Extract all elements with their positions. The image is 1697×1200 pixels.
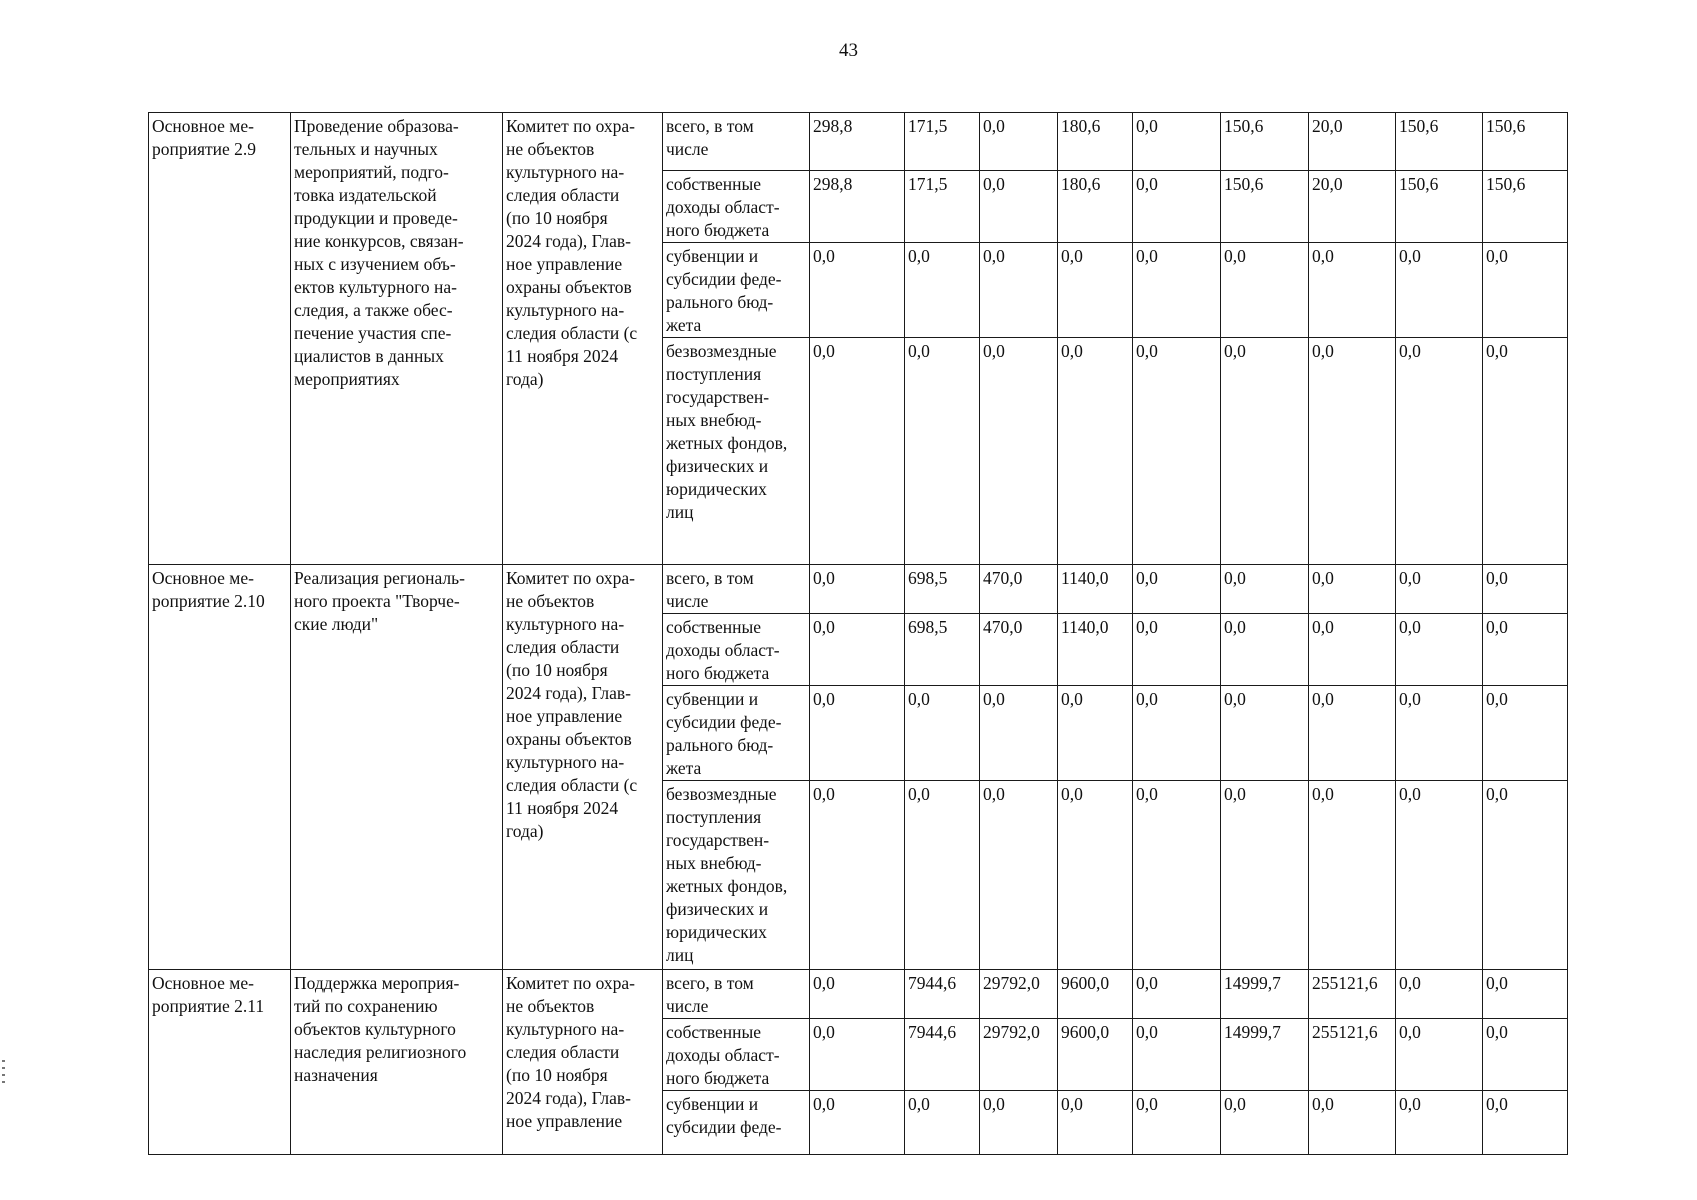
value-cell: 0,0 bbox=[1309, 686, 1396, 781]
value-cell: 0,0 bbox=[1483, 970, 1568, 1019]
scan-margin-marks bbox=[2, 1060, 5, 1088]
value-cell: 14999,7 bbox=[1221, 970, 1309, 1019]
value-cell: 0,0 bbox=[1483, 565, 1568, 614]
value-cell: 0,0 bbox=[1221, 1091, 1309, 1155]
value-cell: 0,0 bbox=[1396, 614, 1483, 686]
value-cell: 0,0 bbox=[1221, 781, 1309, 970]
value-cell: 0,0 bbox=[1058, 338, 1133, 565]
value-cell: 0,0 bbox=[810, 1091, 905, 1155]
value-cell: 0,0 bbox=[1058, 243, 1133, 338]
value-cell: 0,0 bbox=[905, 243, 980, 338]
activity-name-cell: Реализация региональ- ного проекта "Творче- ские люди" bbox=[291, 565, 503, 970]
value-cell: 150,6 bbox=[1396, 171, 1483, 243]
value-cell: 9600,0 bbox=[1058, 1019, 1133, 1091]
activity-code-cell: Основное ме- роприятие 2.11 bbox=[149, 970, 291, 1155]
funding-source-cell: безвозмездные поступления государствен- ных внебюд- жетных фондов, физических и юридических лиц bbox=[663, 338, 810, 565]
value-cell: 0,0 bbox=[1483, 243, 1568, 338]
value-cell: 0,0 bbox=[1133, 1091, 1221, 1155]
value-cell: 0,0 bbox=[1058, 1091, 1133, 1155]
value-cell: 0,0 bbox=[1058, 781, 1133, 970]
page-number: 43 bbox=[839, 40, 858, 61]
value-cell: 7944,6 bbox=[905, 970, 980, 1019]
value-cell: 0,0 bbox=[1221, 565, 1309, 614]
value-cell: 0,0 bbox=[1133, 243, 1221, 338]
value-cell: 0,0 bbox=[1133, 970, 1221, 1019]
value-cell: 0,0 bbox=[810, 970, 905, 1019]
value-cell: 0,0 bbox=[810, 686, 905, 781]
value-cell: 0,0 bbox=[1133, 781, 1221, 970]
value-cell: 0,0 bbox=[1483, 1019, 1568, 1091]
value-cell: 29792,0 bbox=[980, 1019, 1058, 1091]
value-cell: 14999,7 bbox=[1221, 1019, 1309, 1091]
value-cell: 7944,6 bbox=[905, 1019, 980, 1091]
funding-source-cell: безвозмездные поступления государствен- ных внебюд- жетных фондов, физических и юридических лиц bbox=[663, 781, 810, 970]
value-cell: 0,0 bbox=[980, 338, 1058, 565]
value-cell: 0,0 bbox=[810, 781, 905, 970]
value-cell: 470,0 bbox=[980, 565, 1058, 614]
value-cell: 150,6 bbox=[1483, 171, 1568, 243]
value-cell: 0,0 bbox=[1133, 338, 1221, 565]
value-cell: 0,0 bbox=[980, 1091, 1058, 1155]
value-cell: 0,0 bbox=[1133, 1019, 1221, 1091]
value-cell: 255121,6 bbox=[1309, 1019, 1396, 1091]
activity-code-cell: Основное ме- роприятие 2.9 bbox=[149, 113, 291, 565]
funding-source-cell: субвенции и субсидии феде- рального бюд- жета bbox=[663, 243, 810, 338]
value-cell: 0,0 bbox=[1396, 338, 1483, 565]
funding-source-cell: собственные доходы област- ного бюджета bbox=[663, 1019, 810, 1091]
funding-source-cell: всего, в том числе bbox=[663, 565, 810, 614]
value-cell: 150,6 bbox=[1396, 113, 1483, 171]
value-cell: 0,0 bbox=[980, 243, 1058, 338]
value-cell: 20,0 bbox=[1309, 113, 1396, 171]
value-cell: 0,0 bbox=[1396, 970, 1483, 1019]
activity-code-cell: Основное ме- роприятие 2.10 bbox=[149, 565, 291, 970]
value-cell: 0,0 bbox=[1133, 614, 1221, 686]
value-cell: 171,5 bbox=[905, 113, 980, 171]
value-cell: 150,6 bbox=[1221, 113, 1309, 171]
value-cell: 0,0 bbox=[905, 338, 980, 565]
value-cell: 1140,0 bbox=[1058, 565, 1133, 614]
value-cell: 0,0 bbox=[810, 614, 905, 686]
budget-table bbox=[148, 112, 1568, 1155]
value-cell: 0,0 bbox=[1309, 1091, 1396, 1155]
value-cell: 0,0 bbox=[905, 781, 980, 970]
value-cell: 171,5 bbox=[905, 171, 980, 243]
table-body bbox=[149, 113, 1568, 1155]
value-cell: 0,0 bbox=[1396, 1019, 1483, 1091]
value-cell: 0,0 bbox=[1396, 1091, 1483, 1155]
value-cell: 0,0 bbox=[810, 338, 905, 565]
table-row bbox=[149, 565, 1568, 614]
value-cell: 298,8 bbox=[810, 171, 905, 243]
table-row bbox=[149, 970, 1568, 1019]
value-cell: 0,0 bbox=[1396, 686, 1483, 781]
activity-name-cell: Проведение образова- тельных и научных мероприятий, подго- товка издательской продукции и проведе- ние конкурсов, связан- ных с изучением объ- ектов культурного на- следия, а также обес- печение участия спе- циалистов в данных мероприятиях bbox=[291, 113, 503, 565]
value-cell: 0,0 bbox=[1396, 565, 1483, 614]
value-cell: 1140,0 bbox=[1058, 614, 1133, 686]
value-cell: 20,0 bbox=[1309, 171, 1396, 243]
value-cell: 470,0 bbox=[980, 614, 1058, 686]
executor-cell: Комитет по охра- не объектов культурного на- следия области (по 10 ноября 2024 года), Глав- ное управление охраны объектов культурного на- следия области (с 11 ноября 2024 года) bbox=[503, 565, 663, 970]
value-cell: 0,0 bbox=[810, 243, 905, 338]
funding-source-cell: собственные доходы област- ного бюджета bbox=[663, 614, 810, 686]
value-cell: 0,0 bbox=[1309, 243, 1396, 338]
value-cell: 0,0 bbox=[1309, 565, 1396, 614]
value-cell: 0,0 bbox=[1483, 614, 1568, 686]
value-cell: 0,0 bbox=[1221, 614, 1309, 686]
value-cell: 0,0 bbox=[1133, 686, 1221, 781]
value-cell: 0,0 bbox=[1483, 781, 1568, 970]
value-cell: 0,0 bbox=[980, 781, 1058, 970]
value-cell: 0,0 bbox=[980, 171, 1058, 243]
value-cell: 0,0 bbox=[1133, 171, 1221, 243]
value-cell: 0,0 bbox=[1396, 243, 1483, 338]
value-cell: 0,0 bbox=[1483, 686, 1568, 781]
value-cell: 0,0 bbox=[1133, 113, 1221, 171]
value-cell: 0,0 bbox=[1309, 614, 1396, 686]
value-cell: 298,8 bbox=[810, 113, 905, 171]
funding-source-cell: субвенции и субсидии феде- рального бюд- жета bbox=[663, 686, 810, 781]
value-cell: 150,6 bbox=[1221, 171, 1309, 243]
value-cell: 698,5 bbox=[905, 565, 980, 614]
funding-source-cell: собственные доходы област- ного бюджета bbox=[663, 171, 810, 243]
value-cell: 0,0 bbox=[1396, 781, 1483, 970]
value-cell: 0,0 bbox=[810, 565, 905, 614]
value-cell: 698,5 bbox=[905, 614, 980, 686]
value-cell: 0,0 bbox=[1221, 686, 1309, 781]
value-cell: 0,0 bbox=[1221, 338, 1309, 565]
value-cell: 180,6 bbox=[1058, 113, 1133, 171]
value-cell: 150,6 bbox=[1483, 113, 1568, 171]
value-cell: 0,0 bbox=[905, 1091, 980, 1155]
table-row bbox=[149, 113, 1568, 171]
value-cell: 0,0 bbox=[1309, 781, 1396, 970]
executor-cell: Комитет по охра- не объектов культурного на- следия области (по 10 ноября 2024 года), Глав- ное управление охраны объектов культурного на- следия области (с 11 ноября 2024 года) bbox=[503, 113, 663, 565]
value-cell: 180,6 bbox=[1058, 171, 1133, 243]
value-cell: 29792,0 bbox=[980, 970, 1058, 1019]
executor-cell: Комитет по охра- не объектов культурного на- следия области (по 10 ноября 2024 года), Глав- ное управление bbox=[503, 970, 663, 1155]
value-cell: 255121,6 bbox=[1309, 970, 1396, 1019]
value-cell: 0,0 bbox=[1483, 338, 1568, 565]
value-cell: 0,0 bbox=[810, 1019, 905, 1091]
activity-name-cell: Поддержка мероприя- тий по сохранению объектов культурного наследия религиозного назначения bbox=[291, 970, 503, 1155]
value-cell: 0,0 bbox=[1133, 565, 1221, 614]
value-cell: 0,0 bbox=[1058, 686, 1133, 781]
funding-source-cell: всего, в том числе bbox=[663, 970, 810, 1019]
value-cell: 0,0 bbox=[980, 113, 1058, 171]
value-cell: 0,0 bbox=[980, 686, 1058, 781]
funding-source-cell: субвенции и субсидии феде- bbox=[663, 1091, 810, 1155]
funding-source-cell: всего, в том числе bbox=[663, 113, 810, 171]
value-cell: 0,0 bbox=[1221, 243, 1309, 338]
value-cell: 0,0 bbox=[1309, 338, 1396, 565]
value-cell: 9600,0 bbox=[1058, 970, 1133, 1019]
value-cell: 0,0 bbox=[905, 686, 980, 781]
value-cell: 0,0 bbox=[1483, 1091, 1568, 1155]
